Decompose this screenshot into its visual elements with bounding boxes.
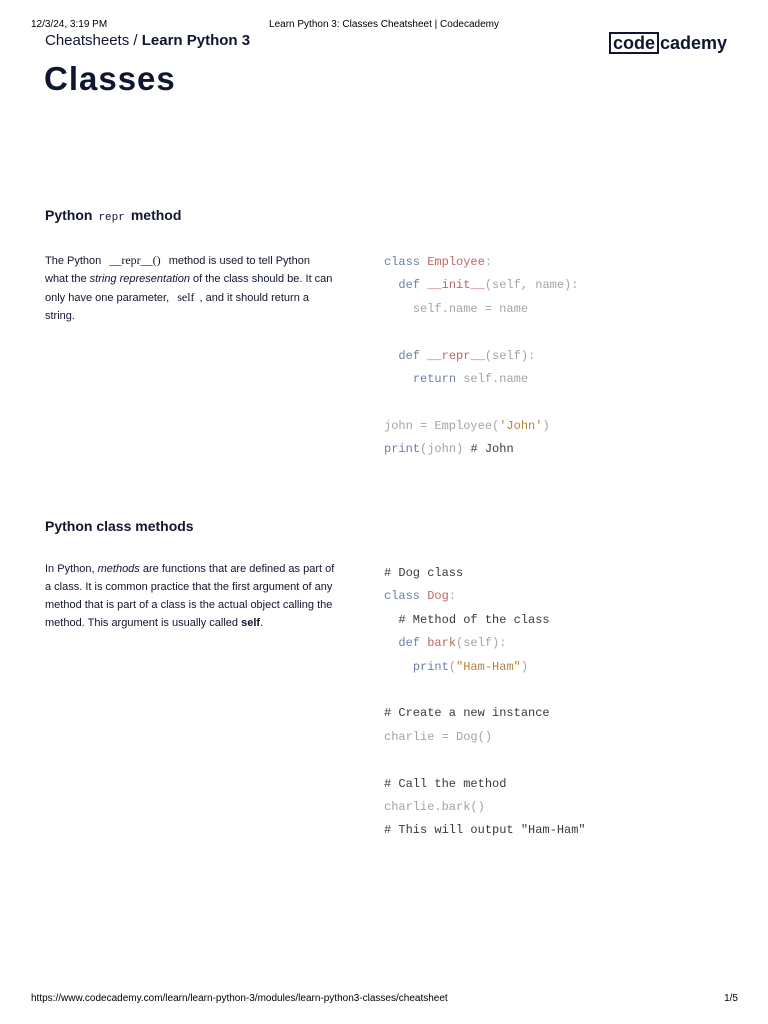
code-token: : bbox=[448, 589, 457, 604]
desc-text: of the class should be. It can only have one parameter, bbox=[45, 273, 333, 304]
code-token: self.name bbox=[463, 372, 529, 387]
code-line bbox=[384, 773, 586, 796]
code-token: def bbox=[398, 348, 421, 363]
code-block-class-methods bbox=[384, 562, 586, 843]
code-line bbox=[384, 562, 586, 585]
code-token: ) bbox=[520, 659, 529, 674]
code-token: print bbox=[384, 442, 421, 457]
desc-text: method is used to tell Python what the bbox=[45, 255, 310, 285]
section-title-text: method bbox=[130, 207, 182, 223]
code-line bbox=[384, 749, 586, 772]
code-token: "Ham-Ham" bbox=[456, 659, 521, 674]
print-url[interactable]: https://www.codecademy.com/learn/learn-python-3/modules/learn-python3-classes/cheatsheet bbox=[31, 993, 448, 1004]
breadcrumb-separator: / bbox=[129, 32, 142, 49]
code-line bbox=[384, 656, 586, 679]
section-title-text: Python bbox=[45, 207, 93, 223]
code-line bbox=[384, 726, 586, 749]
inline-code: __repr__() bbox=[109, 253, 161, 267]
code-token: __init__ bbox=[427, 278, 485, 293]
logo-code-box: code bbox=[609, 32, 659, 54]
desc-emphasis: methods bbox=[97, 563, 140, 575]
inline-code: self bbox=[177, 290, 195, 304]
code-line bbox=[384, 819, 586, 842]
code-token: class bbox=[384, 589, 421, 604]
code-line bbox=[384, 298, 578, 321]
code-line bbox=[384, 796, 586, 819]
code-line bbox=[384, 391, 578, 414]
code-line bbox=[384, 345, 578, 368]
code-token: # This will output "Ham-Ham" bbox=[384, 823, 586, 838]
code-token: __repr__ bbox=[427, 348, 485, 363]
page-title: Classes bbox=[44, 60, 176, 97]
section-description-repr bbox=[45, 251, 335, 325]
codecademy-logo[interactable] bbox=[609, 31, 727, 55]
code-line bbox=[384, 274, 578, 297]
desc-text: The Python bbox=[45, 255, 102, 267]
desc-text: are functions that are defined as part of a class. It is common practice that the first argument of any method that is part of a class is the actual object calling the method. This argument is usually called bbox=[45, 563, 335, 629]
code-line bbox=[384, 679, 586, 702]
print-title: Learn Python 3: Classes Cheatsheet | Codecademy bbox=[269, 19, 499, 30]
code-line bbox=[384, 321, 578, 344]
code-token: self.name = name bbox=[412, 301, 529, 316]
code-token: bark bbox=[427, 636, 457, 651]
code-token: # John bbox=[470, 442, 514, 457]
breadcrumb-cheatsheets-link[interactable]: Cheatsheets bbox=[45, 32, 130, 49]
code-token: print bbox=[412, 659, 449, 674]
section-title-class-methods: Python class methods bbox=[45, 518, 194, 534]
code-token: def bbox=[398, 278, 421, 293]
code-token: 'John' bbox=[499, 418, 543, 433]
code-token: (self, name): bbox=[484, 278, 579, 293]
desc-text: . bbox=[260, 617, 264, 629]
code-token: class bbox=[384, 255, 421, 269]
section-description-class-methods bbox=[45, 560, 335, 632]
code-token: : bbox=[484, 255, 493, 269]
desc-text: , and it should return a string. bbox=[45, 292, 309, 322]
code-line bbox=[384, 585, 586, 608]
code-line bbox=[384, 368, 578, 391]
code-token: def bbox=[398, 636, 421, 651]
desc-bold: self bbox=[241, 617, 261, 629]
code-token: ) bbox=[542, 418, 550, 433]
code-line bbox=[384, 415, 578, 438]
code-token: (john) bbox=[420, 442, 464, 457]
code-token: Dog bbox=[427, 589, 449, 604]
logo-cademy-text: cademy bbox=[660, 32, 728, 53]
code-token: Employee bbox=[427, 255, 485, 269]
print-date: 12/3/24, 3:19 PM bbox=[31, 19, 108, 30]
code-token: john = Employee( bbox=[384, 418, 500, 433]
print-page-number: 1/5 bbox=[724, 993, 738, 1004]
code-line bbox=[384, 632, 586, 655]
code-token: # Create a new instance bbox=[384, 706, 550, 721]
desc-text: In Python, bbox=[45, 563, 95, 575]
code-line bbox=[384, 438, 578, 461]
breadcrumb bbox=[45, 32, 250, 49]
code-token: # Method of the class bbox=[398, 612, 550, 627]
code-block-repr bbox=[384, 251, 578, 462]
code-token: ( bbox=[448, 659, 457, 674]
code-line bbox=[384, 702, 586, 725]
code-token: charlie = Dog() bbox=[384, 729, 493, 744]
section-title-repr bbox=[45, 207, 181, 224]
code-token: # Call the method bbox=[384, 776, 507, 791]
code-token: # Dog class bbox=[384, 566, 464, 580]
code-token: charlie.bark() bbox=[384, 800, 485, 815]
code-token: (self): bbox=[456, 636, 507, 651]
code-token: (self): bbox=[484, 348, 536, 363]
code-token: return bbox=[412, 372, 457, 387]
desc-emphasis: string representation bbox=[89, 273, 190, 285]
breadcrumb-learn-python-link[interactable]: Learn Python 3 bbox=[141, 32, 251, 49]
section-title-code: repr bbox=[98, 212, 125, 224]
code-line bbox=[384, 251, 578, 274]
code-line bbox=[384, 609, 586, 632]
